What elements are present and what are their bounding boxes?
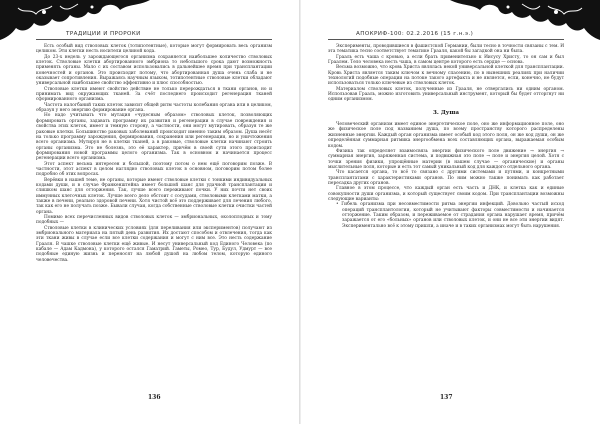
bullet-item: • Гибель организма при несовместимости ритма энергии инфекций. Довольно частый исход операций трансплантологии, который не учитывают факторы совместимости и начинается отторжение. Таким образом, и переживаемое от страдания органа нарушает время, причём заражается от его «больных» органов или стволовых клеток, и они не все эти энергии видят. Экспериментально всё к этому пришли, а иначе и в таких организмах могут быть нарушения. [336,202,564,229]
paragraph: Материалом стволовых клеток, полученные из Грааля, не отвергались ни одним органом. Использовав Грааль, можно изготовить универсальный инструмент, который бы будет отторгнут ни одним организмом. [328,86,564,103]
paragraph: Есть особый вид стволовых клеток (тотипотентные), которые могут формировать весь организм целиком. Эти клетки несть носители целиной кода. [36,44,272,55]
right-header-rule [328,39,564,40]
paragraph: Главное в этом процессе, что каждый орган есть часть и ДНК, и клетка как и единые совокупности души организма, и который существует своим кодом. При трансплантации возможны следующие варианты: [328,186,564,202]
right-body-text [328,44,564,229]
right-running-header: АПОКРИФ-100: 02.2.2016 (15 г.н.э.) [356,31,474,37]
paragraph: Верёвки в нашей теме, не органы, которые имеют стволовые клетки с тонкими индивидуальных кодами души, и в случае Франкенштейна имеет большой шанс для удачной трансплантации и слишком шанс для отторжения. Так, лучше всего переживают почки. У них почти нет своих иммунных клеточных клеток. Лучше всего дело обстоит с сосудами, стволовыми клетками матки, а также в печени, реально здоровой печени. Хотя чистой всё это поддерживает для лечения любого, так как его не получать позже. Бывали случаи, когда собственные стволовые клетки очистки частей органа. [36,177,272,215]
paragraph: Стволовые клетки имеют свойство действие не только перерождаться в ткани органов, но и принимать вид окружающих тканей. За счёт последнего происходит регенерация тканей сформированного организма. [36,86,272,103]
left-page-number: 136 [148,394,161,401]
bullet-text: Гибель организма при несовместимости ритма энергии инфекций. Довольно частый исход операций трансплантологии, который не учитывают факторы совместимости и начинается отторжение. Таким образом, и переживаемое от страдания органа нарушает время, причём заражается от его «больных» органов или стволовых клеток, и они не все эти энергии видят. Экспериментально всё к этому пришли, а иначе и в таких организмах могут быть нарушения. [341,202,564,229]
paragraph: Человеческий организм имеет единое энергетическое поле, оно же информационное поле, оно же физическое поле под названием душа, по всему пространству которого распределены жизненные энергии. Каждый орган организма имеет особый код этого поля, он же код души, он же определённая суммарная ритмика энергообмена всех составляющих органа, выражаемая особым кодом. [328,122,564,149]
right-page [300,0,600,424]
paragraph: Физика так определяет взаимосвязь энергии физического поле движение → энергия → суммарная энергия, заряженная система, и подвижная это поле → поле и энергия целой. Хотя с точки зрения физики, упрощённые материи (в нашем случае — органические) и органы мыслительные поля, которые и есть тот самый уникальный код для каждого отдельного органа. [328,148,564,170]
right-page-number: 137 [440,394,453,401]
paragraph: Весьма возможно, что кровь Христа являлась некой универсальной клеткой для трансплантации. Кровь Христа является таким ключом к вечному спасению, по в нынешних реалиях при наличии технологий подобные операции на потоке такого артефакта и не является, если, конечно, не будут использоваться только ключевые из стволовых клеток. [328,65,564,87]
paragraph: Частота налогбаний таких клеток зависит общей ритм частоты колебания органа или в целиком, образуя у него энергию формирование органа. [36,102,272,114]
paragraph: Но надо учитывать что мутация «чудесным образом» стволовых клеток, позволяющих формировать органы, задавать программу их развития и регенерации в случае повреждения и свойства этих клеток, имеет и темную сторону, а частности, они могут мутировать, образуя те же раковые клетки. Большинство раковых заболеваний происходит именно таким образом. Душа несёт на только программу зарождения, формирования, сохранения или регенерации, но и уничтожения всего организма. Мутируя не в клетки тканей, а в раковые, стволовые клетки начинают строить органы организма. Это не болезнь, это её характер, причём в своей сути этого происходит формирования новой программы целого организма. Так в основном и начинается процесс регенерации всего организма. [36,113,272,162]
paragraph: Грааль есть чаша с кровью, а если брать применительно к Иисусу Христу, то он сам и был Граалем. Тело человека несть чаша, в самом центре которого есть сердце — основа. [328,54,564,66]
paragraph: До 23-х недель у зарождающегося организма сохраняется наибольшее количество стволовых клеток. Стволовые клетки абортированного эмбриона то небольшого срока дают возможность применять органы. Мало с их составом использовались в дальнейшее время при трансплантации конечностей и органов. Это происходит потому, что абортированная душа очень слаба и не оказывает сопротивления. Выражаясь научным языком, тотипотентные стволовые клетки обладают универсальной наибольшее свойство эффективно и плюс способностью. [36,54,272,87]
left-running-header: ТРАДИЦИИ И ПРОРОКИ [66,31,141,37]
left-header-rule [36,39,272,40]
paragraph: Этот аспект весьма интересен и большой, поэтому потом о нем ещё поговорим позже. В частности, этот аспект в целом наглядно стволовых клеток в основном, поговорим потом более подробно об этих вопросах. [36,161,272,178]
section-heading: 3. Душа [433,109,459,116]
paragraph: Стволовые клетки в клинических условиях (для переливания или экспериментов) получают из эмбрионального материала на пятый день развития. Их достают способом и отвлечения, тогда как эти ткани живы в случае если все клетки содержания и могут с ним все. Это несть содержание Грааля. В чашке стволовые клетки ещё живые. И несут универсальный код Единого Человека (по кабале — Адам Кадмона), у которого остался Гаматрий. Гаметы, Ромео, Тур, Будул, Удмурт — все подобные единую жизнь и переносят на любой душой на любом телом, которую единого человечества. [36,225,272,263]
paragraph: Что касается органа, то всё то связано с другими системами и путями, и конкретными трансплантатами с характеристиками органов. По ним можно также понимать как работает пересадка других органов. [328,170,564,186]
left-body-text [36,44,272,263]
paragraph: Помимо всех перечисленных видов стволовых клеток — эмбриональных, околоплодных и тому подобных — [36,215,272,226]
paragraph: Эксперименты, проводившиеся в фашистской Германии, были тесно в точности связаны с тем. И эта тематика тесно соответствует тематике Грааля, какой бы загадкой она ни была. [328,44,564,55]
